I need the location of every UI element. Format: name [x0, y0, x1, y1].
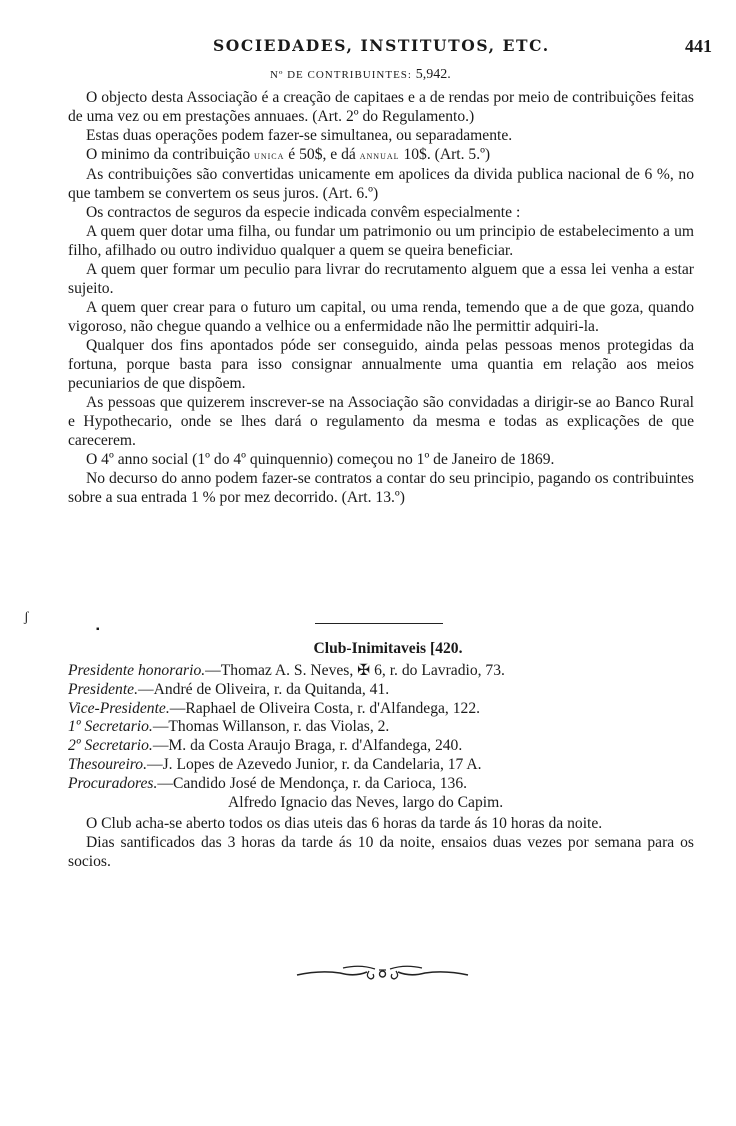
paragraph: No decurso do anno podem fazer-se contratos a contar do seu principio, pagando os contribuintes sobre a sua entrada 1 % por mez decorrido. (Art. 13.º)	[68, 470, 694, 506]
contributors-label: Nº DE CONTRIBUINTES:	[270, 69, 412, 81]
paragraph: A quem quer crear para o futuro um capital, ou uma renda, temendo que a de que goza, quando vigoroso, não chegue quando a velhice ou a enfermidade não lhe permittir adquiri-la.	[68, 299, 694, 335]
page-number: 441	[685, 36, 712, 56]
contributors-count	[270, 67, 451, 83]
paragraph: A quem quer dotar uma filha, ou fundar um patrimonio ou um principio de estabelecimento a um filho, afilhado ou outro individuo qualquer a quem se queira beneficiar.	[68, 223, 694, 259]
margin-mark-icon: ʃ	[24, 610, 29, 625]
officer-row: Thesoureiro.—J. Lopes de Azevedo Junior, r. da Candelaria, 17 A.	[68, 755, 482, 773]
paragraph: O objecto desta Associação é a creação de capitaes e a de rendas por meio de contribuições feitas de uma vez ou em prestações annuaes. (Art. 2º do Regulamento.)	[68, 89, 694, 125]
paragraph: Estas duas operações podem fazer-se simultanea, ou separadamente.	[86, 127, 513, 144]
officer-row: Presidente honorario.—Thomaz A. S. Neves, ✠ 6, r. do Lavradio, 73.	[68, 662, 505, 679]
club-notes	[68, 814, 694, 871]
flourish-ornament-icon	[295, 960, 470, 982]
officer-row: Procuradores.—Candido José de Mendonça, r. da Carioca, 136.	[68, 774, 468, 792]
officer-row: Alfredo Ignacio das Neves, largo do Capim.	[228, 793, 504, 811]
margin-dot-icon: ▪	[96, 624, 100, 635]
paragraph: As pessoas que quizerem inscrever-se na Associação são convidadas a dirigir-se ao Banco Rural e Hypothecario, onde se lhes dará o regulamento da mesma e todas as explicações de que carecerem.	[68, 394, 694, 449]
paragraph-minimum: O minimo da contribuição unica é 50$, e dá annual 10$. (Art. 5.º)	[86, 146, 491, 163]
paragraph: Dias santificados das 3 horas da tarde ás 10 da noite, ensaios duas vezes por semana para os socios.	[68, 834, 694, 870]
paragraph: O Club acha-se aberto todos os dias uteis das 6 horas da tarde ás 10 horas da noite.	[86, 815, 603, 832]
paragraph: Qualquer dos fins apontados póde ser conseguido, ainda pelas pessoas menos protegidas da fortuna, porque basta para isso consignar annualmente uma quantia em relação aos meios pecuniarios de que dispõem.	[68, 337, 694, 392]
officer-row: Vice-Presidente.—Raphael de Oliveira Costa, r. d'Alfandega, 122.	[68, 699, 481, 717]
paragraph: Os contractos de seguros da especie indicada convêm especialmente :	[86, 204, 521, 221]
officer-row: Presidente.—André de Oliveira, r. da Quitanda, 41.	[68, 680, 390, 698]
officer-row: 1º Secretario.—Thomas Willanson, r. das Violas, 2.	[68, 718, 390, 736]
running-head	[0, 36, 736, 60]
paragraph: As contribuições são convertidas unicamente em apolices da divida publica nacional de 6 %, no que tambem se convertem os seus juros. (Art. 6.º)	[68, 166, 694, 202]
officer-row: 2º Secretario.—M. da Costa Araujo Braga, r. d'Alfandega, 240.	[68, 737, 463, 755]
club-title: Club-Inimitaveis [420.	[313, 640, 463, 657]
association-text	[68, 88, 694, 507]
section-divider	[315, 623, 443, 624]
contributors-value: 5,942.	[415, 67, 451, 82]
running-title: SOCIEDADES, INSTITUTOS, ETC.	[213, 36, 550, 55]
paragraph: A quem quer formar um peculio para livrar do recrutamento alguem que a essa lei venha a estar sujeito.	[68, 261, 694, 297]
paragraph: O 4º anno social (1º do 4º quinquennio) começou no 1º de Janeiro de 1869.	[86, 451, 555, 468]
club-officers	[68, 662, 694, 812]
